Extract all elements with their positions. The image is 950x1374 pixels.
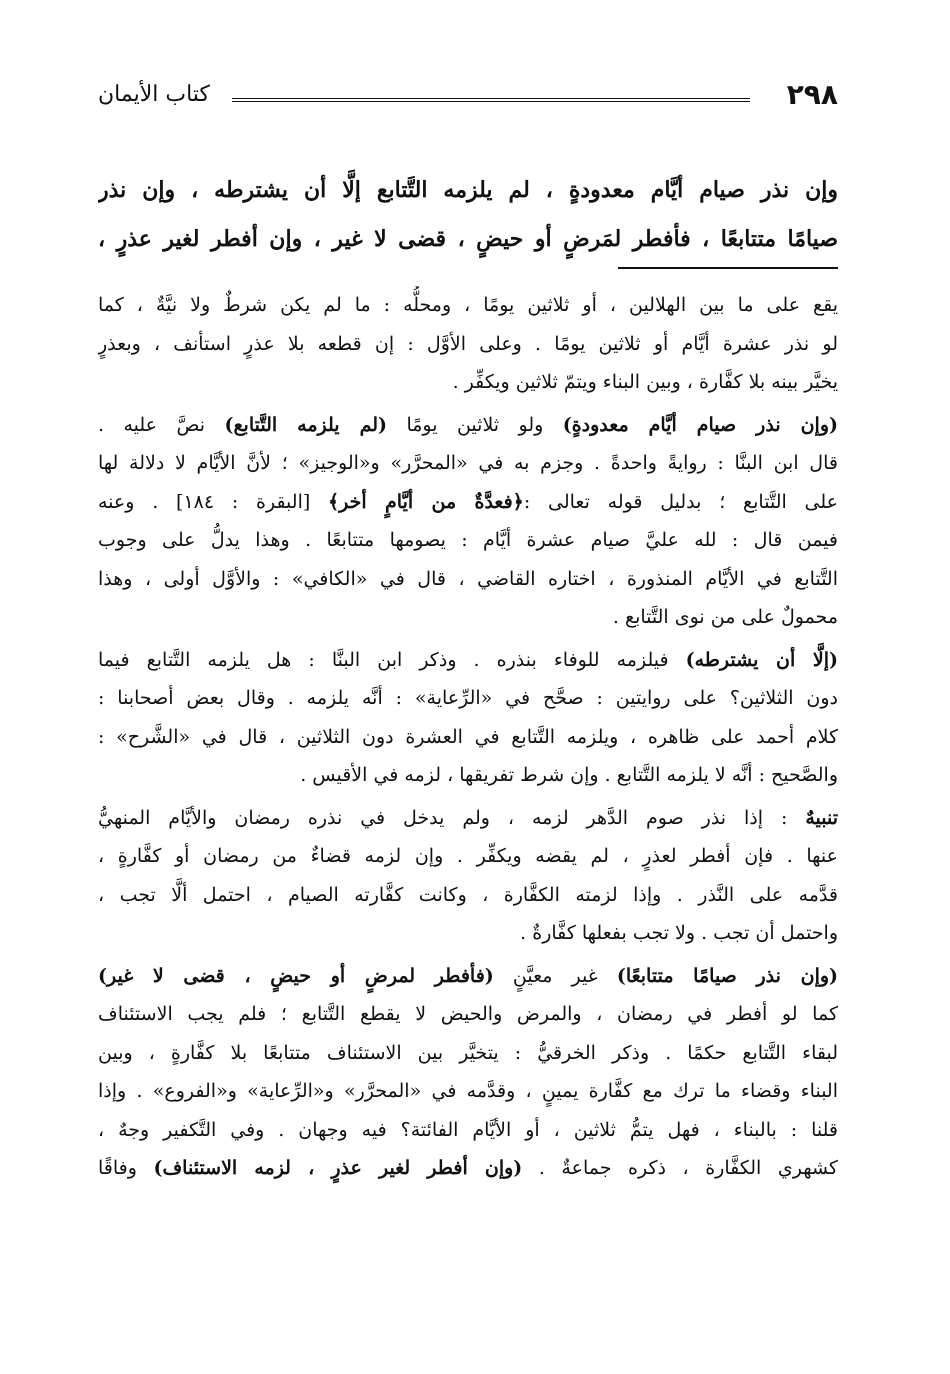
commentary-line: قدَّمه على النَّذر . وإذا لزمته الكفَّارة ، وكانت كفَّارته الصيام ، احتمل ألَّا تجب ، — [98, 883, 838, 906]
commentary-line — [98, 957, 838, 996]
book-title: كتاب الأيمان — [98, 82, 210, 107]
main-text — [98, 166, 838, 264]
commentary-line: كما لو أفطر في رمضان ، والمرض والحيض لا يقطع التَّتابع ؛ فلم يجب الاستئناف — [98, 1003, 838, 1025]
quoted-matn: (وإن نذر صيامًا متتابعًا) — [616, 964, 838, 987]
commentary-line: قلنا : بالبناء ، فهل يتمُّ ثلاثين ، أو الأيَّام الفائتة؟ فيه وجهان . وفي التَّكفير وجهٌ ، — [98, 1118, 838, 1141]
commentary-line: يخيَّر بينه بلا كفَّارة ، وبين البناء ويتمّ ثلاثين ويكفِّر . — [452, 371, 838, 393]
commentary-text: على التَّتابع ؛ بدليل قوله تعالى : — [523, 490, 838, 513]
commentary-paragraph — [98, 799, 838, 953]
commentary-line: لبقاء التَّتابع حكمًا . وذكر الخرقيُّ : يتخيَّر بين الاستئناف متتابعًا بلا كفَّارةٍ ، وبين — [98, 1041, 838, 1064]
commentary-line: فيمن قال : لله عليَّ صيام عشرة أيَّام : يصومها متتابعًا . وهذا يدلُّ على وجوب — [98, 529, 838, 551]
footnote-separator — [618, 267, 838, 269]
commentary-paragraph — [98, 286, 838, 402]
main-text-line: وإن نذر صيام أيَّام معدودةٍ ، لم يلزمه التَّتابع إلَّا أن يشترطه ، وإن نذر — [98, 177, 838, 203]
commentary-text: وفاقًا — [98, 1157, 154, 1179]
commentary-paragraph — [98, 406, 838, 637]
quoted-matn: (لم يلزمه التَّتابع) — [224, 413, 388, 436]
note-label: تنبيهٌ — [805, 806, 838, 829]
page-header — [98, 78, 838, 118]
quoted-matn: (إلَّا أن يشترطه) — [685, 648, 838, 671]
commentary-line: كلام أحمد على ظاهره ، ويلزمه التَّتابع في العشرة دون الثلاثين ، قال في «الشَّرح» : — [98, 725, 838, 748]
commentary-line: واحتمل أن تجب . ولا تجب بفعلها كفَّارةٌ . — [520, 922, 838, 944]
commentary-paragraph — [98, 641, 838, 795]
header-rule — [232, 98, 750, 102]
commentary-line — [98, 641, 838, 680]
commentary-line: عنها . فإن أفطر لعذرٍ ، لم يقضه ويكفِّر . وإن لزمه قضاءٌ من رمضان أو كفَّارةٍ ، — [98, 845, 838, 867]
commentary-line: يقع على ما بين الهلالين ، أو ثلاثين يومًا ، ومحلُّه : ما لم يكن شرطٌ ولا نيَّةٌ ، كما — [98, 294, 838, 316]
commentary-line: البناء وقضاء ما ترك مع كفَّارة يمينٍ ، وقدَّمه في «المحرَّر» و«الرِّعاية» و«الفروع» . وإذا — [98, 1080, 838, 1102]
commentary-line: والصَّحيح : أنَّه لا يلزمه التَّتابع . وإن شرط تفريقها ، لزمه في الأقيس . — [300, 764, 838, 786]
commentary-line: لو نذر عشرة أيَّام أو ثلاثين يومًا . وعلى الأوَّل : إن قطعه بلا عذرٍ استأنف ، وبعذرٍ — [98, 332, 838, 355]
commentary-text: كشهري الكفَّارة ، ذكره جماعةٌ . — [522, 1157, 838, 1179]
quoted-matn: (وإن نذر صيام أيَّام معدودةٍ) — [562, 413, 838, 436]
quoted-matn: (فأفطر لمرضٍ أو حيضٍ ، قضى لا غير) — [98, 964, 494, 987]
commentary-text: : إذا نذر صوم الدَّهر لزمه ، ولم يدخل في نذره رمضان والأيَّام المنهيُّ — [98, 806, 806, 829]
commentary-line — [98, 483, 838, 522]
commentary-paragraph — [98, 957, 838, 1188]
commentary-text: فيلزمه للوفاء بنذره . وذكر ابن البنَّا : هل يلزمه التَّتابع فيما — [98, 648, 686, 671]
commentary-text: ولو ثلاثين يومًا — [387, 413, 563, 436]
commentary-text: نصَّ عليه . — [98, 413, 225, 436]
commentary-text: غير معيَّنٍ — [493, 964, 617, 987]
commentary-line: التَّتابع في الأيَّام المنذورة ، اختاره القاضي ، قال في «الكافي» : والأوَّل أولى ، وهذا — [98, 567, 838, 590]
main-text-line: صيامًا متتابعًا ، فأفطر لمَرضٍ أو حيضٍ ، قضى لا غير ، وإن أفطر لغير عذرٍ ، — [98, 226, 838, 252]
commentary-line — [98, 406, 838, 445]
commentary-line: دون الثلاثين؟ على روايتين : صحَّح في «الرِّعاية» : أنَّه يلزمه . وقال بعض أصحابنا : — [98, 687, 838, 709]
commentary-line — [98, 1149, 838, 1188]
commentary-text: [البقرة : ١٨٤] . وعنه — [98, 490, 329, 513]
commentary — [98, 286, 838, 1192]
quran-quote: ﴿فعدَّةٌ من أيَّامٍ أخر﴾ — [328, 490, 524, 513]
commentary-line: قال ابن البنَّا : روايةً واحدةً . وجزم به في «المحرَّر» و«الوجيز» ؛ لأنَّ الأيَّام لا دلالة لها — [98, 452, 838, 474]
quoted-matn: (وإن أفطر لغير عذرٍ ، لزمه الاستئناف) — [153, 1157, 523, 1179]
commentary-line — [98, 799, 838, 838]
commentary-line: محمولٌ على من نوى التَّتابع . — [612, 606, 838, 628]
page-number: ٢٩٨ — [786, 78, 838, 111]
